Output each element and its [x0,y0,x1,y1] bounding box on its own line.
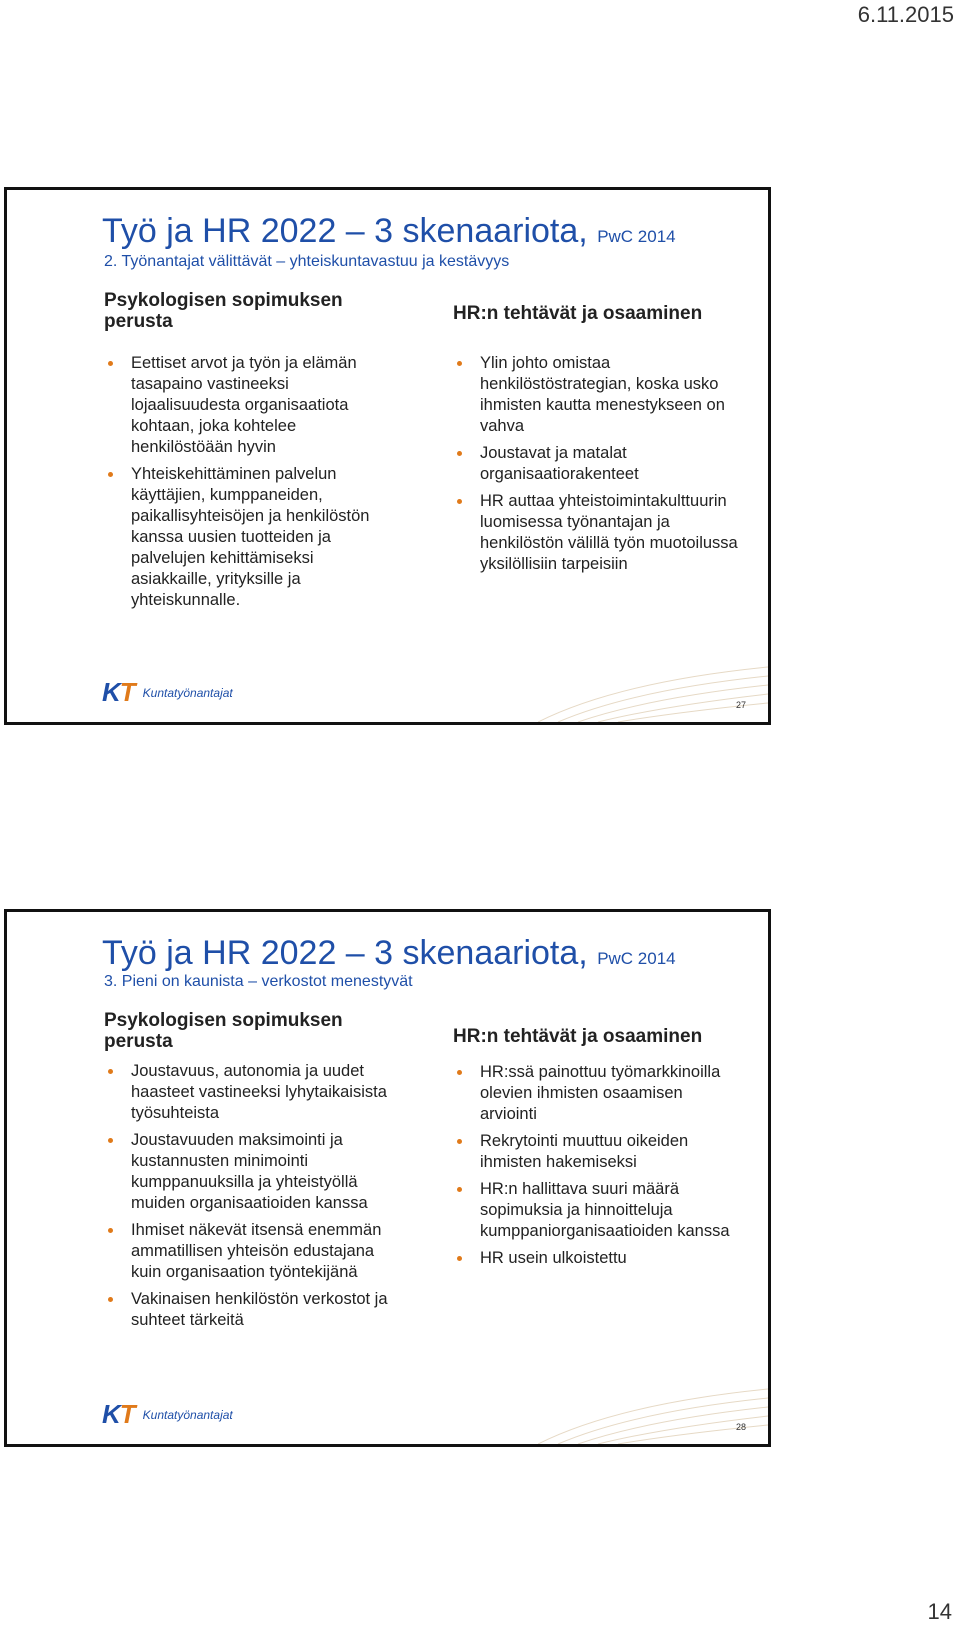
page-number: 14 [927,1599,952,1624]
bullet-dot [457,1139,462,1144]
bullet-dot [108,1069,113,1074]
page-date: 6.11.2015 [857,2,954,27]
right-column-heading: HR:n tehtävät ja osaaminen [453,1026,703,1047]
right-bullet-list [454,1062,744,1275]
wave-decoration-icon [538,662,768,722]
kt-logo-icon: KT [102,677,135,707]
bullet-dot [457,361,462,366]
left-bullet-list [105,353,395,617]
slide-subtitle: 2. Työnantajat välittävät – yhteiskuntavastuu ja kestävyys [104,253,510,270]
bullet-item: Joustavat ja matalat organisaatiorakenteet [454,443,744,485]
slide-28 [4,909,771,1447]
bullet-dot [457,499,462,504]
bullet-item: HR usein ulkoistettu [454,1248,744,1269]
logo-name: Kuntatyönantajat [142,1407,233,1422]
slide-title: Työ ja HR 2022 – 3 skenaariota, PwC 2014 [102,934,676,972]
slide-title: Työ ja HR 2022 – 3 skenaariota, PwC 2014 [102,212,676,250]
kt-logo-icon: KT [102,1399,135,1429]
bullet-dot [457,451,462,456]
wave-decoration-icon [538,1384,768,1444]
slide-number: 27 [735,700,746,710]
kuntatyonantajat-logo [102,1399,233,1430]
bullet-item: HR:n hallittava suuri määrä sopimuksia ja hinnoitteluja kumppaniorganisaatioiden kanssa [454,1179,744,1242]
bullet-dot [108,361,113,366]
slide-subtitle: 3. Pieni on kaunista – verkostot menestyvät [104,973,413,990]
right-bullet-list [454,353,744,581]
bullet-dot [457,1070,462,1075]
left-column-heading: Psykologisen sopimuksen perusta [104,290,343,332]
bullet-dot [457,1256,462,1261]
bullet-dot [108,1297,113,1302]
bullet-item: Joustavuuden maksimointi ja kustannusten minimointi kumppanuuksilla ja yhteistyöllä muiden organisaatioiden kanssa [105,1130,395,1214]
bullet-dot [108,1228,113,1233]
right-column-heading: HR:n tehtävät ja osaaminen [453,303,703,324]
logo-name: Kuntatyönantajat [142,685,233,700]
bullet-item: Ihmiset näkevät itsensä enemmän ammatillisen yhteisön edustajana kuin organisaation työntekijänä [105,1220,395,1283]
slide-title-source: PwC 2014 [597,227,676,246]
slide-title-source: PwC 2014 [597,949,676,968]
left-column-heading: Psykologisen sopimuksen perusta [104,1010,343,1052]
bullet-item: Vakinaisen henkilöstön verkostot ja suhteet tärkeitä [105,1289,395,1331]
bullet-item: Ylin johto omistaa henkilöstöstrategian, koska usko ihmisten kautta menestykseen on vahva [454,353,744,437]
bullet-item: Eettiset arvot ja työn ja elämän tasapaino vastineeksi lojaalisuudesta organisaatiota kohtaan, joka kohtelee henkilöstöään hyvin [105,353,395,458]
bullet-dot [108,1138,113,1143]
bullet-item: Yhteiskehittäminen palvelun käyttäjien, kumppaneiden, paikallisyhteisöjen ja henkilöstön kanssa uusien tuotteiden ja palvelujen kehittämiseksi asiakkaille, yrityksille ja yhteiskunnalle. [105,464,395,611]
bullet-item: HR:ssä painottuu työmarkkinoilla olevien ihmisten osaamisen arviointi [454,1062,744,1125]
kuntatyonantajat-logo [102,677,233,708]
slide-27 [4,187,771,725]
slide-number: 28 [735,1422,746,1432]
left-bullet-list [105,1061,395,1337]
bullet-dot [108,472,113,477]
bullet-item: HR auttaa yhteistoimintakulttuurin luomisessa työnantajan ja henkilöstön välillä työn muotoilussa yksilöllisiin tarpeisiin [454,491,744,575]
bullet-item: Joustavuus, autonomia ja uudet haasteet vastineeksi lyhytaikaisista työsuhteista [105,1061,395,1124]
bullet-item: Rekrytointi muuttuu oikeiden ihmisten hakemiseksi [454,1131,744,1173]
bullet-dot [457,1187,462,1192]
